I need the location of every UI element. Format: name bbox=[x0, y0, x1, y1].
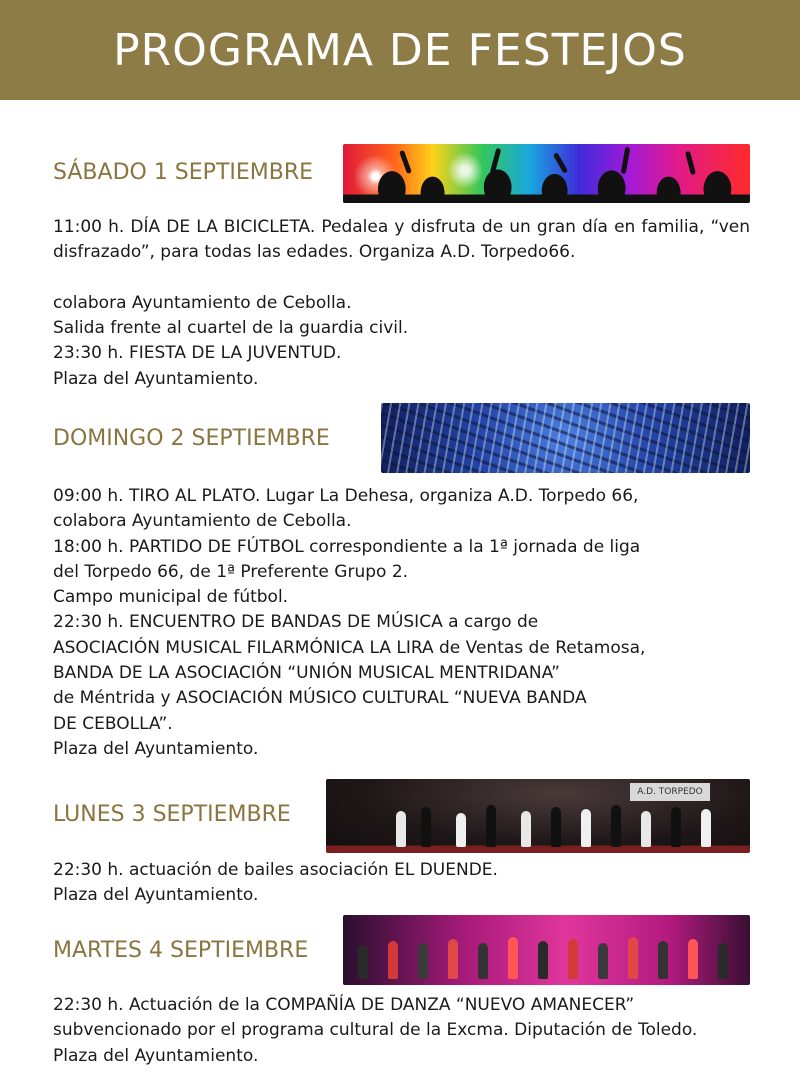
day-4-line: subvencionado por el programa cultural de la Excma. Diputación de Toledo. bbox=[53, 1020, 698, 1041]
stage-sign: A.D. TORPEDO bbox=[630, 783, 710, 801]
day-title-saturday: SÁBADO 1 SEPTIEMBRE bbox=[53, 160, 314, 185]
day-2-line: de Méntrida y ASOCIACIÓN MÚSICO CULTURAL “NUEVA BANDA bbox=[53, 688, 587, 709]
day-title-tuesday: MARTES 4 SEPTIEMBRE bbox=[53, 938, 309, 963]
day-2-program bbox=[53, 484, 750, 762]
day-2-line: 18:00 h. PARTIDO DE FÚTBOL correspondiente a la 1ª jornada de liga bbox=[53, 536, 641, 557]
concert-photo bbox=[343, 144, 750, 203]
day-3-line: 22:30 h. actuación de bailes asociación EL DUENDE. bbox=[53, 860, 498, 880]
day-2-line: 09:00 h. TIRO AL PLATO. Lugar La Dehesa, organiza A.D. Torpedo 66, bbox=[53, 486, 639, 506]
day-2-line: del Torpedo 66, de 1ª Preferente Grupo 2. bbox=[53, 561, 409, 582]
day-1-line: Plaza del Ayuntamiento. bbox=[53, 368, 259, 389]
day-1-paragraph: 11:00 h. DÍA DE LA BICICLETA. Pedalea y disfruta de un gran día en familia, “ven disfrazado”, para todas las edades. Organiza A.D. Torpedo66. bbox=[53, 217, 750, 263]
day-4-line: Plaza del Ayuntamiento. bbox=[53, 1045, 259, 1066]
day-2-line: DE CEBOLLA”. bbox=[53, 713, 173, 734]
dance-company-photo bbox=[343, 915, 750, 985]
day-3-program bbox=[53, 858, 750, 909]
day-2-line: ASOCIACIÓN MUSICAL FILARMÓNICA LA LIRA de Ventas de Retamosa, bbox=[53, 637, 646, 658]
marching-band-photo bbox=[381, 403, 750, 473]
day-2-line: 22:30 h. ENCUENTRO DE BANDAS DE MÚSICA a cargo de bbox=[53, 612, 539, 633]
day-2-line: BANDA DE LA ASOCIACIÓN “UNIÓN MUSICAL MENTRIDANA” bbox=[53, 663, 560, 684]
crowd-silhouettes bbox=[343, 168, 750, 203]
day-1-program bbox=[53, 215, 750, 392]
day-2-line: Plaza del Ayuntamiento. bbox=[53, 738, 259, 759]
day-3-line: Plaza del Ayuntamiento. bbox=[53, 885, 259, 906]
day-4-program bbox=[53, 993, 750, 1069]
day-title-sunday: DOMINGO 2 SEPTIEMBRE bbox=[53, 426, 330, 451]
day-2-line: Campo municipal de fútbol. bbox=[53, 587, 289, 608]
day-1-line: 23:30 h. FIESTA DE LA JUVENTUD. bbox=[53, 343, 342, 364]
day-1-line: colabora Ayuntamiento de Cebolla. bbox=[53, 292, 352, 313]
page-title: PROGRAMA DE FESTEJOS bbox=[113, 24, 687, 76]
day-4-line: 22:30 h. Actuación de la COMPAÑÍA DE DANZA “NUEVO AMANECER” bbox=[53, 995, 635, 1015]
dancers-stage-photo bbox=[326, 779, 750, 853]
day-title-monday: LUNES 3 SEPTIEMBRE bbox=[53, 802, 291, 827]
header-banner bbox=[0, 0, 800, 100]
day-1-line: Salida frente al cuartel de la guardia civil. bbox=[53, 318, 409, 339]
day-2-line: colabora Ayuntamiento de Cebolla. bbox=[53, 511, 352, 532]
